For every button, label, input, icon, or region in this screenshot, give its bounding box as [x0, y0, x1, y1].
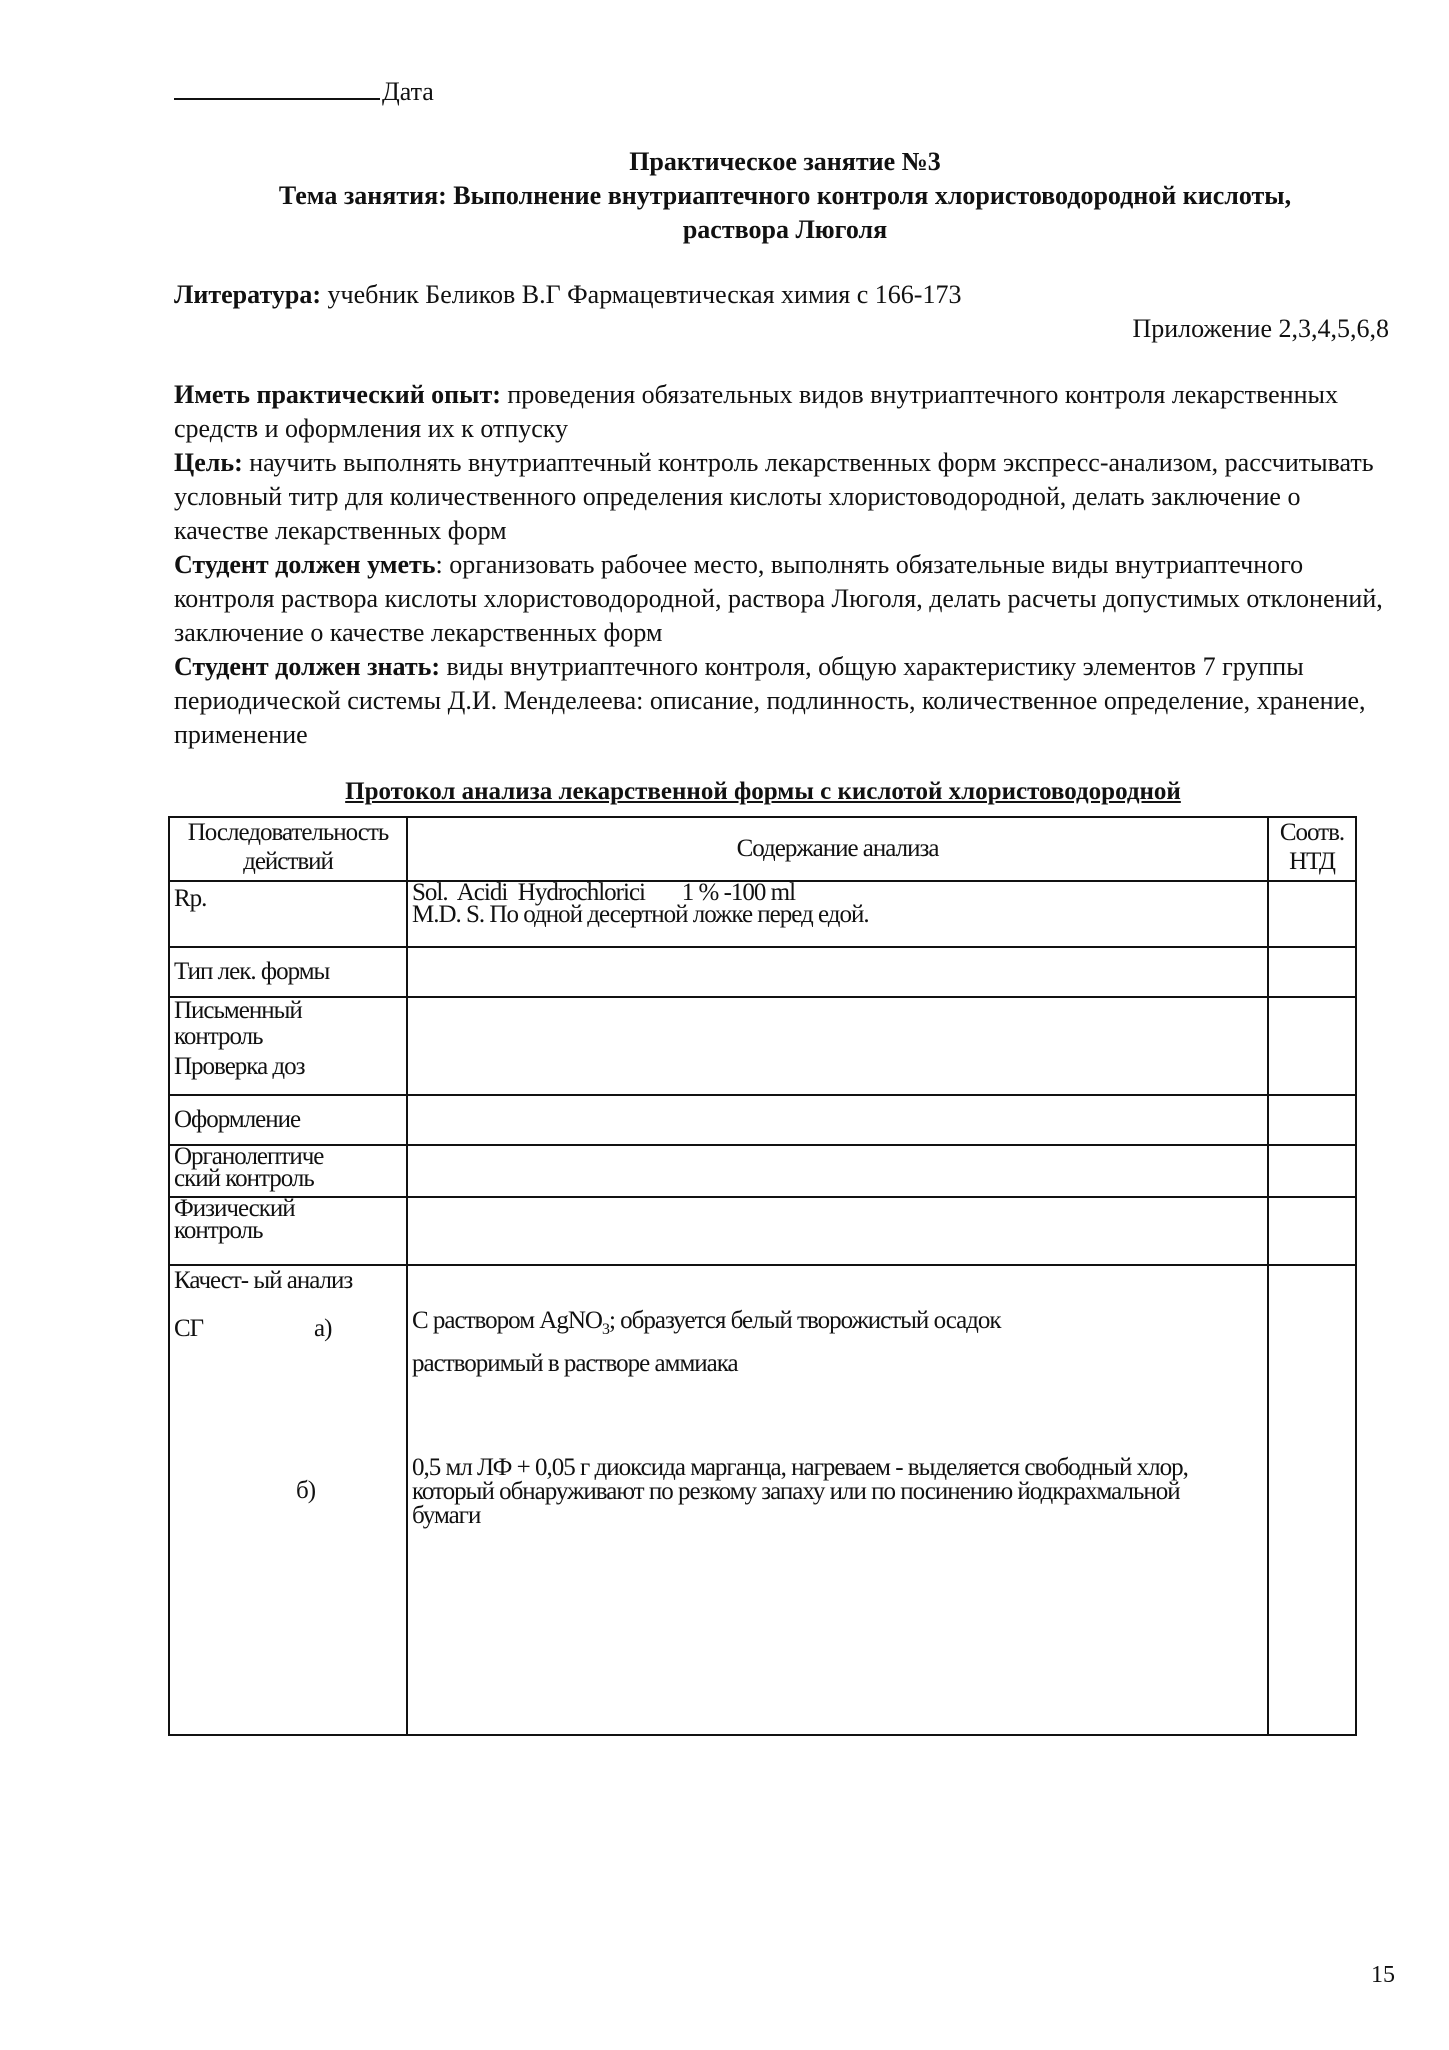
table-header-row — [169, 817, 1356, 881]
table-row — [169, 1095, 1356, 1145]
literature-label: Литература: — [174, 280, 321, 309]
protocol-title: Протокол анализа лекарственной формы с кислотой хлористоводородной — [345, 778, 1181, 805]
table-row — [169, 1197, 1356, 1265]
goal-text: научить выполнять внутриаптечный контроль лекарственных форм экспресс-анализом, рассчитывать условный титр для количественного определения кислоты хлористоводородной, делать заключение о качестве лекарственных форм — [174, 448, 1374, 545]
test-b: 0,5 мл ЛФ + 0,05 г диоксида марганца, нагреваем - выделяется свободный хлор, который обнаруживают по резкому запаху или по посинению йодкрахмальной бумаги — [412, 1454, 1188, 1529]
table-row — [169, 1145, 1356, 1197]
date-label: Дата — [382, 77, 434, 106]
test-a-line1 — [412, 1304, 1232, 1347]
table-row — [169, 947, 1356, 997]
row-step — [169, 997, 407, 1095]
objectives — [174, 378, 1396, 752]
sg-a-label: а) — [314, 1315, 332, 1342]
row-ntd — [1268, 1145, 1356, 1197]
row-step-line: Качест- ый анализ — [174, 1267, 353, 1294]
row-ntd — [1268, 1197, 1356, 1265]
row-content — [407, 881, 1268, 947]
row-content — [407, 947, 1268, 997]
lesson-topic-cont: раствора Люголя — [682, 215, 888, 244]
literature — [174, 278, 1396, 312]
header-ntd: Соотв. НТД — [1268, 817, 1356, 881]
goal — [174, 446, 1396, 548]
knowledge-label: Студент должен знать: — [174, 652, 441, 681]
skills — [174, 548, 1396, 650]
row-ntd — [1268, 1265, 1356, 1735]
sg-b-label: б) — [296, 1477, 316, 1504]
table-row — [169, 1265, 1356, 1735]
protocol-table — [168, 816, 1357, 1736]
row-step — [169, 1197, 407, 1265]
knowledge — [174, 650, 1396, 752]
row-ntd — [1268, 881, 1356, 947]
row-step: Rp. — [169, 881, 407, 947]
row-step: Оформление — [169, 1095, 407, 1145]
signature-line: M.D. S. По одной десертной ложке перед едой. — [412, 901, 869, 928]
table-row — [169, 997, 1356, 1095]
test-a — [412, 1304, 1232, 1381]
row-ntd — [1268, 1095, 1356, 1145]
skills-text: : организовать рабочее место, выполнять обязательные виды внутриаптечного контроля раствора кислоты хлористоводородной, раствора Люголя, делать расчеты допустимых отклонений, заключение о качестве лекарственных форм — [174, 550, 1383, 647]
appendix: Приложение 2,3,4,5,6,8 — [1132, 314, 1389, 343]
lesson-topic: Тема занятия: Выполнение внутриаптечного контроля хлористоводородной кислоты, — [278, 181, 1292, 210]
row-content — [407, 1197, 1268, 1265]
row-step — [169, 1265, 407, 1735]
test-a-prefix: С раствором AgNO — [412, 1307, 602, 1334]
prescription-line: Sol. Acidi Hydrochlorici 1 % -100 ml — [412, 879, 796, 906]
literature-text: учебник Беликов В.Г Фармацевтическая химия с 166-173 — [321, 280, 962, 309]
table-row — [169, 881, 1356, 947]
row-step-line: контроль — [174, 1023, 263, 1050]
row-step-line: Органолептиче — [174, 1143, 324, 1170]
row-ntd — [1268, 997, 1356, 1095]
header-content: Содержание анализа — [407, 817, 1268, 881]
row-ntd — [1268, 947, 1356, 997]
row-step-line: контроль — [174, 1217, 263, 1244]
practical-experience — [174, 378, 1396, 446]
row-step-line: ский контроль — [174, 1165, 314, 1192]
row-step-line: Письменный — [174, 997, 302, 1024]
row-step — [169, 1145, 407, 1197]
skills-label: Студент должен уметь — [174, 550, 436, 579]
row-content — [407, 1265, 1268, 1735]
practical-experience-label: Иметь практический опыт: — [174, 380, 501, 409]
lesson-number: Практическое занятие №3 — [629, 147, 941, 176]
header-steps: Последовательность действий — [169, 817, 407, 881]
practical-experience-text: проведения обязательных видов внутриаптечного контроля лекарственных средств и оформления их к отпуску — [174, 380, 1338, 443]
test-a-subscript: 3 — [601, 1321, 609, 1338]
test-a-line2: растворимый в растворе аммиака — [412, 1350, 738, 1377]
date-blank — [174, 74, 380, 100]
knowledge-text: виды внутриаптечного контроля, общую характеристику элементов 7 группы периодической системы Д.И. Менделеева: описание, подлинность, количественное определение, хранение, применение — [174, 652, 1366, 749]
row-step: Тип лек. формы — [169, 947, 407, 997]
page-number: 15 — [1371, 1962, 1395, 1988]
row-content — [407, 1145, 1268, 1197]
date-line — [174, 74, 434, 107]
row-content — [407, 1095, 1268, 1145]
sg-label: СГ — [174, 1315, 204, 1342]
goal-label: Цель: — [174, 448, 243, 477]
test-a-rest: ; образуется белый творожистый осадок — [608, 1307, 1001, 1334]
row-step-line: Физический — [174, 1195, 295, 1222]
row-step-line: Проверка доз — [174, 1053, 305, 1080]
row-content — [407, 997, 1268, 1095]
